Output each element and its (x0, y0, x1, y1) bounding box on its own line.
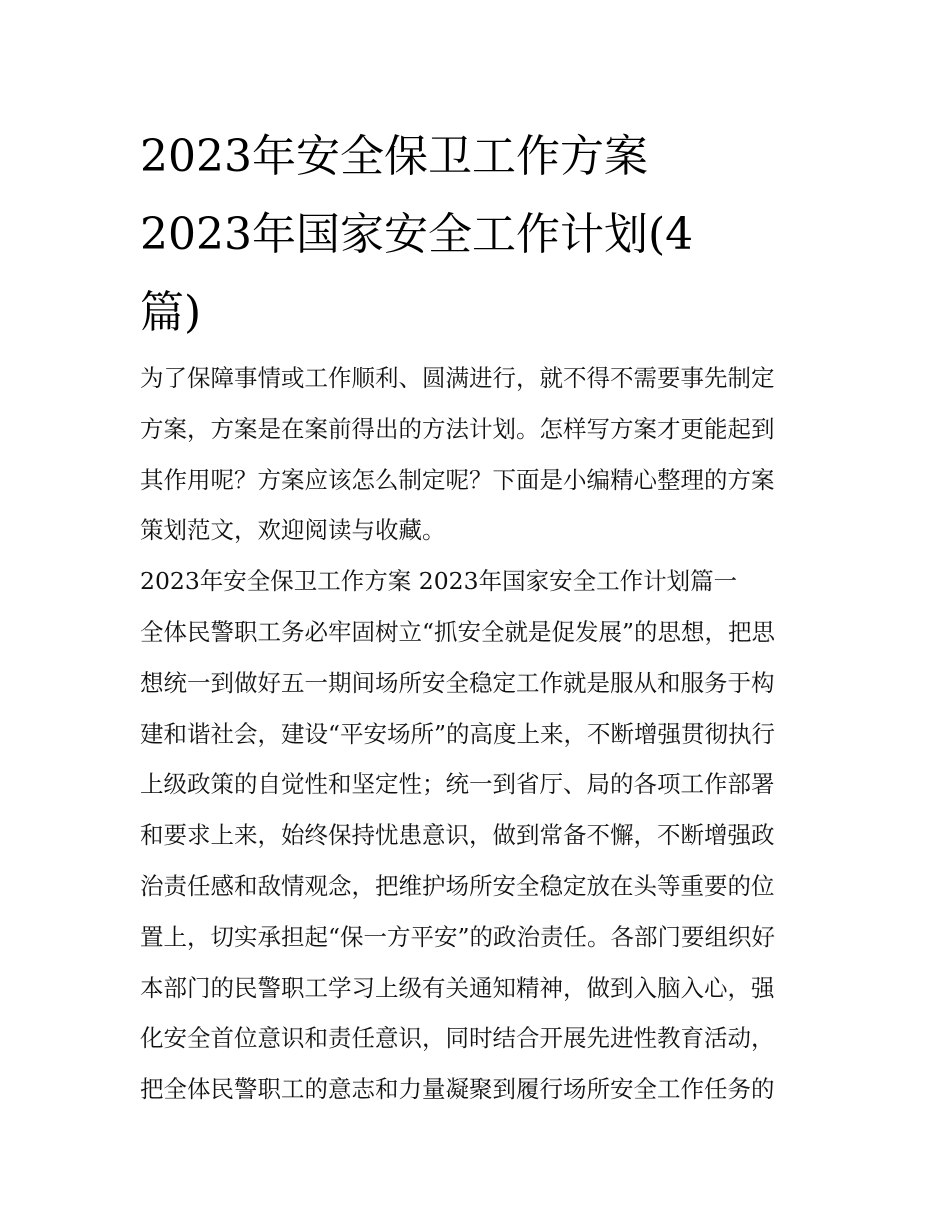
document-title (140, 118, 820, 352)
intro-line-3: 其作用呢？方案应该怎么制定呢？下面是小编精心整理的方案 (140, 465, 775, 494)
paragraph-line-2: 想统一到做好五一期间场所安全稳定工作就是服从和服务于构 (140, 668, 775, 697)
body-paragraph (140, 607, 812, 1115)
title-line-3: 篇) (140, 287, 202, 338)
paragraph-line-4: 上级政策的自觉性和坚定性；统一到省厅、局的各项工作部署 (140, 770, 775, 799)
intro-line-2: 方案，方案是在案前得出的方法计划。怎样写方案才更能起到 (140, 414, 775, 443)
section-heading-text: 2023年安全保卫工作方案 2023年国家安全工作计划篇一 (140, 567, 738, 595)
paragraph-line-6: 治责任感和敌情观念，把维护场所安全稳定放在头等重要的位 (140, 871, 775, 900)
paragraph-line-3: 建和谐社会，建设“平安场所”的高度上来，不断增强贯彻执行 (140, 719, 776, 748)
intro-paragraph (140, 353, 812, 556)
intro-line-1: 为了保障事情或工作顺利、圆满进行，就不得不需要事先制定 (140, 364, 775, 392)
section-heading (140, 556, 812, 607)
intro-line-4: 策划范文，欢迎阅读与收藏。 (140, 516, 446, 545)
paragraph-line-9: 化安全首位意识和责任意识，同时结合开展先进性教育活动， (140, 1024, 775, 1053)
paragraph-line-5: 和要求上来，始终保持忧患意识，做到常备不懈，不断增强政 (140, 821, 775, 850)
paragraph-line-10: 把全体民警职工的意志和力量凝聚到履行场所安全工作任务的 (140, 1075, 775, 1104)
paragraph-line-8: 本部门的民警职工学习上级有关通知精神，做到入脑入心，强 (140, 973, 775, 1002)
paragraph-line-1: 全体民警职工务必牢固树立“抓安全就是促发展”的思想，把思 (140, 618, 776, 646)
title-line-1: 2023年安全保卫工作方案 (140, 131, 648, 182)
title-line-2: 2023年国家安全工作计划(4 (140, 209, 694, 260)
paragraph-line-7: 置上，切实承担起“保一方平安”的政治责任。各部门要组织好 (140, 922, 776, 951)
